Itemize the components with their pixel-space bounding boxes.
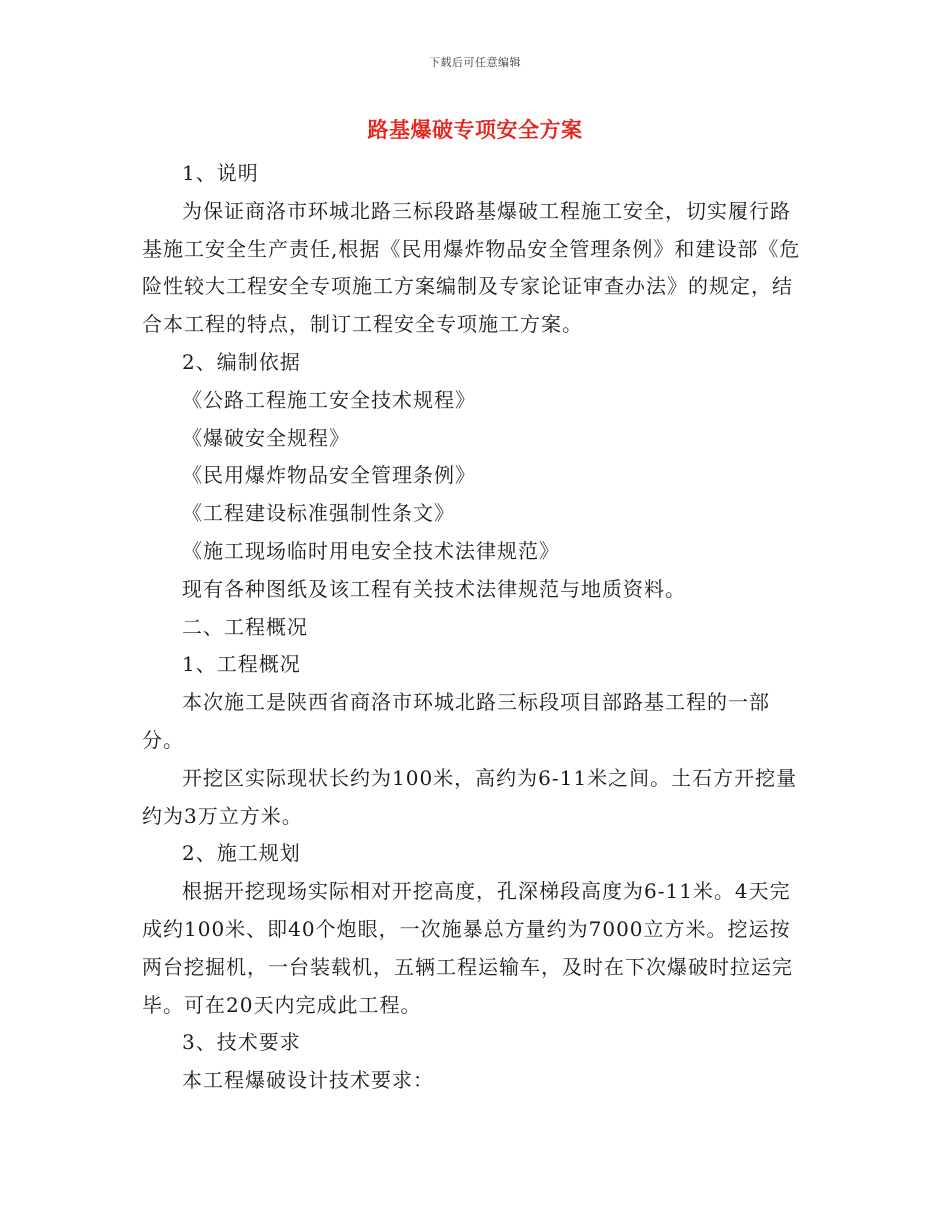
reference-item: 《爆破安全规程》	[182, 425, 350, 450]
paragraph-purpose: 为保证商洛市环城北路三标段路基爆破工程施工安全，切实履行路基施工安全生产责任,根据《民用爆炸物品安全管理条例》和建设部《危险性较大工程安全专项施工方案编制及专家论证审查办法》的规定，结合本工程的特点，制订工程安全专项施工方案。	[142, 198, 801, 337]
paragraph-excavation-area: 开挖区实际现状长约为100米，高约为6-11米之间。土石方开挖量约为3万立方米。	[142, 765, 798, 828]
paragraph-project-scope: 本次施工是陕西省商洛市环城北路三标段项目部路基工程的一部分。	[142, 690, 770, 752]
document-body	[142, 155, 808, 1100]
reference-item: 《民用爆炸物品安全管理条例》	[182, 463, 476, 488]
paragraph-materials: 现有各种图纸及该工程有关技术法律规范与地质资料。	[182, 576, 686, 601]
reference-item: 《公路工程施工安全技术规程》	[182, 387, 476, 412]
section-heading-basis: 2、编制依据	[182, 349, 301, 374]
paragraph-construction-plan: 根据开挖现场实际相对开挖高度，孔深梯段高度为6-11米。4天完成约100米、即40个炮眼，一次施暴总方量约为7000立方米。挖运按两台挖掘机，一台装载机，五辆工程运输车，及时在下次爆破时拉运完毕。可在20天内完成此工程。	[142, 879, 793, 1017]
document-title: 路基爆破专项安全方案	[367, 117, 583, 142]
section-heading-explanation: 1、说明	[182, 161, 259, 185]
subsection-heading-technical: 3、技术要求	[182, 1030, 301, 1055]
reference-item: 《工程建设标准强制性条文》	[182, 501, 455, 526]
subsection-heading-planning: 2、施工规划	[182, 841, 301, 866]
subsection-heading-overview: 1、工程概况	[182, 652, 301, 677]
paragraph-technical-requirements: 本工程爆破设计技术要求：	[182, 1068, 434, 1093]
reference-item: 《施工现场临时用电安全技术法律规范》	[182, 538, 560, 563]
page-header-note: 下载后可任意编辑	[429, 56, 521, 69]
section-heading-overview: 二、工程概况	[182, 614, 308, 639]
